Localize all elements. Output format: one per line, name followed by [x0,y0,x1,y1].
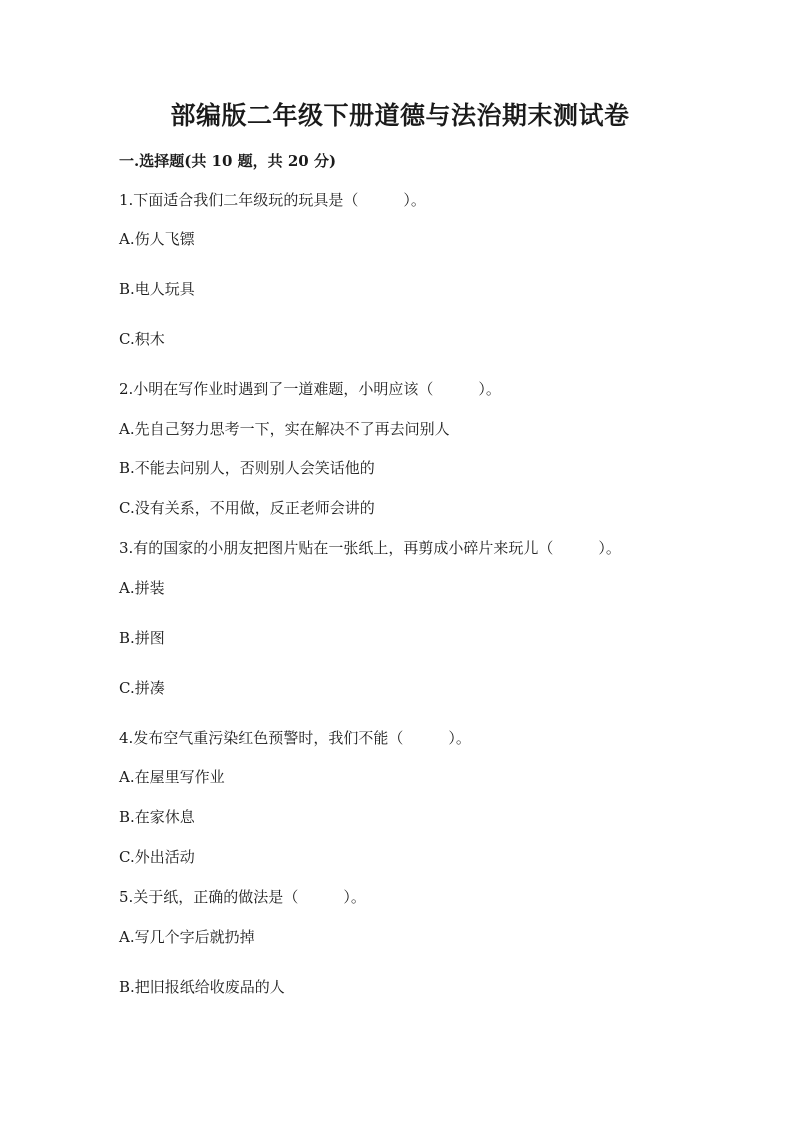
question-3-option-c: C.拼凑 [119,679,165,697]
question-stem-1: 1.下面适合我们二年级玩的玩具是（ ）。 [119,191,426,209]
question-5-option-b: B.把旧报纸给收废品的人 [119,978,285,996]
question-3-option-b: B.拼图 [119,629,165,647]
question-2-option-b: B.不能去问别人，否则别人会笑话他的 [119,459,375,477]
question-5-option-a: A.写几个字后就扔掉 [119,928,255,946]
question-2-option-c: C.没有关系，不用做，反正老师会讲的 [119,499,375,517]
question-1-option-b: B.电人玩具 [119,280,195,298]
question-stem-2: 2.小明在写作业时遇到了一道难题，小明应该（ ）。 [119,380,501,398]
question-4-option-c: C.外出活动 [119,848,195,866]
question-stem-5: 5.关于纸，正确的做法是（ ）。 [119,888,366,906]
page-title: 部编版二年级下册道德与法治期末测试卷 [170,101,630,130]
question-3-option-a: A.拼装 [119,579,165,597]
question-2-option-a: A.先自己努力思考一下，实在解决不了再去问别人 [119,420,450,438]
question-stem-4: 4.发布空气重污染红色预警时，我们不能（ ）。 [119,729,471,747]
question-4-option-b: B.在家休息 [119,808,195,826]
question-4-option-a: A.在屋里写作业 [119,768,225,786]
question-stem-3: 3.有的国家的小朋友把图片贴在一张纸上，再剪成小碎片来玩儿（ ）。 [119,539,621,557]
question-1-option-c: C.积木 [119,330,165,348]
section-heading: 一.选择题(共 10 题，共 20 分) [119,152,337,170]
question-1-option-a: A.伤人飞镖 [119,230,195,248]
